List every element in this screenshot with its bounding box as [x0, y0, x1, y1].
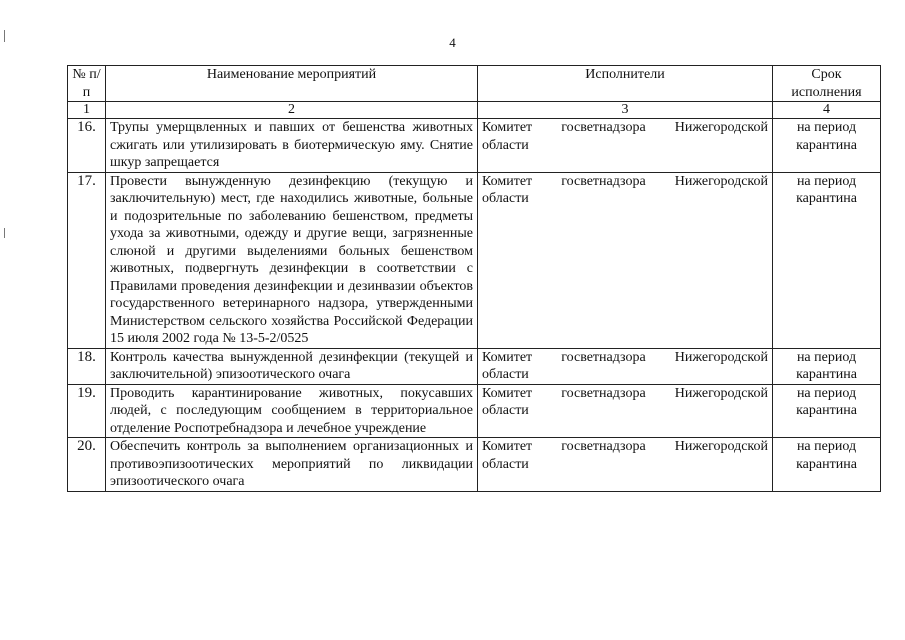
table-row [68, 348, 881, 384]
row-task: Проводить карантинирование животных, покусавших людей, с последующим сообщением в территориальное отделение Роспотребнадзора и лечебное учреждение [106, 384, 478, 438]
row-task: Обеспечить контроль за выполнением организационных и противоэпизоотических мероприятий по ликвидации эпизоотического очага [106, 438, 478, 492]
header-num: № п/п [68, 66, 106, 102]
executor-line: области [482, 403, 529, 418]
row-number: 20. [68, 438, 106, 492]
row-term: на период карантина [773, 348, 881, 384]
column-number: 2 [106, 102, 478, 119]
row-task: Контроль качества вынужденной дезинфекции (текущей и заключительной) эпизоотического очага [106, 348, 478, 384]
executor-line: области [482, 456, 529, 472]
row-executor [478, 172, 773, 348]
table-row [68, 119, 881, 173]
executor-line: Комитет госветнадзора Нижегородской [482, 439, 768, 454]
header-executors: Исполнители [478, 66, 773, 102]
row-executor [478, 119, 773, 173]
column-number: 1 [68, 102, 106, 119]
header-name: Наименование мероприятий [106, 66, 478, 102]
row-number: 19. [68, 384, 106, 438]
row-number: 16. [68, 119, 106, 173]
executor-line: области [482, 191, 529, 206]
executor-line: Комитет госветнадзора Нижегородской [482, 349, 768, 365]
executor-line: Комитет госветнадзора Нижегородской [482, 173, 768, 189]
column-number-row [68, 102, 881, 119]
column-number: 4 [773, 102, 881, 119]
executor-line: области [482, 367, 529, 382]
row-term: на период карантина [773, 438, 881, 492]
measures-table [67, 65, 881, 492]
table-row [68, 438, 881, 492]
row-term: на период карантина [773, 119, 881, 173]
row-number: 18. [68, 348, 106, 384]
table-row [68, 384, 881, 438]
table-row [68, 172, 881, 348]
row-executor [478, 438, 773, 492]
row-executor [478, 384, 773, 438]
executor-line: области [482, 137, 529, 153]
row-term: на период карантина [773, 172, 881, 348]
scan-edge-mark-middle [4, 228, 5, 238]
executor-line: Комитет госветнадзора Нижегородской [482, 385, 768, 401]
row-executor [478, 348, 773, 384]
table-header-row [68, 66, 881, 102]
row-number: 17. [68, 172, 106, 348]
row-task: Провести вынужденную дезинфекцию (текущую и заключительную) мест, где находились животные, больные и подозрительные по заболеванию бешенством, предметы ухода за животными, одежду и другие вещи, загрязненные слюной и другими выделениями больных бешенством животных, подвергнуть дезинфекции в соответствии с Правилами проведения дезинфекции и дезинвазии объектов государственного ветеринарного надзора, утвержденными Министерством сельского хозяйства Российской Федерации 15 июля 2002 года № 13-5-2/0525 [106, 172, 478, 348]
page-number: 4 [449, 35, 456, 50]
column-number: 3 [478, 102, 773, 119]
row-task: Трупы умерщвленных и павших от бешенства животных сжигать или утилизировать в биотермическую яму. Снятие шкур запрещается [106, 119, 478, 173]
row-term: на период карантина [773, 384, 881, 438]
executor-line: Комитет госветнадзора Нижегородской [482, 120, 768, 135]
header-term: Срок исполнения [773, 66, 881, 102]
